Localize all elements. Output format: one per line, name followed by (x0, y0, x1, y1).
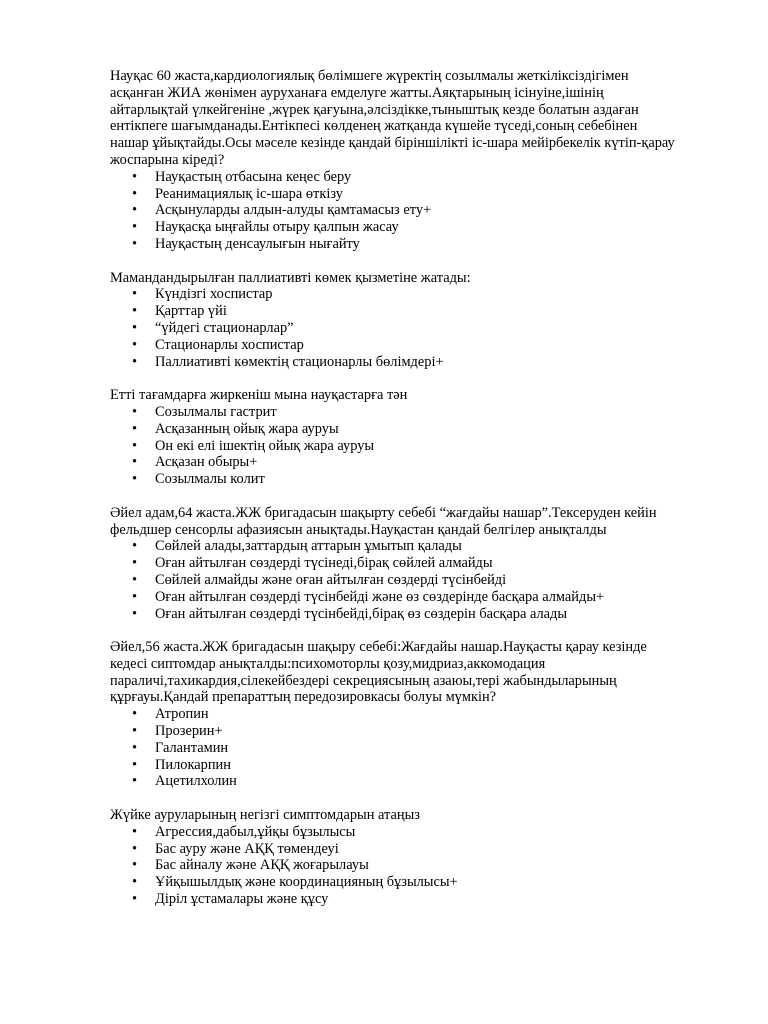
answer-option (110, 286, 710, 303)
bullet-icon: • (132, 773, 138, 790)
question-text: Мамандандырылған паллиативті көмек қызметіне жатады: (110, 269, 471, 286)
answer-option (110, 757, 710, 774)
bullet-icon: • (132, 185, 138, 202)
question-text: Етті тағамдарға жиркеніш мына науқастарға тән (110, 387, 408, 404)
answer-option (110, 354, 710, 371)
answer-list (110, 286, 710, 370)
answer-text: Галантамин (155, 739, 229, 756)
answer-text: Агрессия,дабыл,ұйқы бұзылысы (155, 823, 356, 840)
bullet-icon: • (132, 202, 138, 219)
question-text: Науқас 60 жаста,кардиологиялық бөлімшеге жүректің созылмалы жеткіліксіздігімен асқанған ЖИА жөнімен ауруханаға емделуге жатты.Аяқтарының ісінуіне,ішінің айтарлықтай үлкейгеніне ,жүрек қағуына,әлсіздікке,тыныштық кезде болатын аздаған ентікпеге шағымданады.Ентікпесі көлденең жатқанда күшейе түседі,соның себебінен нашар ұйықтайды.Осы мәселе кезінде қандай біріншілікті іс-шара мейірбекелік күтіп-қарау жоспарына кіреді? (110, 68, 675, 168)
bullet-icon: • (132, 706, 138, 723)
answer-text: Қарттар үйі (155, 303, 227, 320)
answer-text: Күндізгі хоспистар (155, 286, 273, 303)
bullet-icon: • (132, 353, 138, 370)
answer-option (110, 773, 710, 790)
answer-option (110, 454, 710, 471)
answer-text: Асқазан обыры+ (155, 454, 258, 471)
bullet-icon: • (132, 605, 138, 622)
bullet-icon: • (132, 874, 138, 891)
answer-option (110, 471, 710, 488)
bullet-icon: • (132, 420, 138, 437)
bullet-icon: • (132, 303, 138, 320)
answer-option (110, 320, 710, 337)
answer-option (110, 572, 710, 589)
question-1 (110, 68, 710, 253)
bullet-icon: • (132, 840, 138, 857)
answer-option (110, 857, 710, 874)
answer-text: Созылмалы гастрит (155, 403, 277, 420)
answer-text: Сөйлей алмайды және оған айтылған сөздерді түсінбейді (155, 571, 507, 588)
answer-text: Оған айтылған сөздерді түсінбейді және өз сөздерінде басқара алмайды+ (155, 588, 605, 605)
answer-text: Паллиативті көмектің стационарлы бөлімдері+ (155, 353, 444, 370)
bullet-icon: • (132, 319, 138, 336)
question-text: Әйел,56 жаста.ЖЖ бригадасын шақыру себебі:Жағдайы нашар.Науқасты қарау кезінде кедесі сиптомдар анықталды:психомоторлы қозу,мидриаз,аккомодация параличі,тахикардия,сілекейбездері секрециясының азаюы,тері жабындыларының құрғауы.Қандай препараттың передозировкасы болуы мүмкін? (110, 639, 647, 706)
answer-option (110, 337, 710, 354)
answer-option (110, 421, 710, 438)
answer-option (110, 824, 710, 841)
answer-option (110, 404, 710, 421)
bullet-icon: • (132, 538, 138, 555)
question-4 (110, 505, 710, 623)
answer-text: Стационарлы хоспистар (155, 336, 304, 353)
answer-option (110, 169, 710, 186)
answer-text: Асқазанның ойық жара ауруы (155, 420, 339, 437)
answer-text: Науқастың денсаулығын нығайту (155, 235, 360, 252)
answer-text: Он екі елі ішектің ойық жара ауруы (155, 437, 375, 454)
bullet-icon: • (132, 723, 138, 740)
question-2 (110, 270, 710, 371)
bullet-icon: • (132, 471, 138, 488)
answer-text: Асқынуларды алдын-алуды қамтамасыз ету+ (155, 202, 432, 219)
bullet-icon: • (132, 219, 138, 236)
answer-text: Оған айтылған сөздерді түсінбейді,бірақ өз сөздерін басқара алады (155, 605, 568, 622)
answer-option (110, 723, 710, 740)
answer-option (110, 706, 710, 723)
answer-option (110, 589, 710, 606)
answer-text: Реанимациялық іс-шара өткізу (155, 185, 343, 202)
answer-list (110, 169, 710, 253)
bullet-icon: • (132, 571, 138, 588)
question-3 (110, 387, 710, 488)
answer-option (110, 606, 710, 623)
answer-option (110, 841, 710, 858)
bullet-icon: • (132, 286, 138, 303)
question-text: Жүйке ауруларының негізгі симптомдарын атаңыз (110, 807, 420, 824)
bullet-icon: • (132, 588, 138, 605)
answer-option (110, 874, 710, 891)
answer-option (110, 219, 710, 236)
bullet-icon: • (132, 823, 138, 840)
bullet-icon: • (132, 756, 138, 773)
answer-list (110, 404, 710, 488)
answer-text: Прозерин+ (155, 723, 223, 740)
answer-text: Атропин (155, 706, 209, 723)
answer-option (110, 202, 710, 219)
answer-list (110, 706, 710, 790)
bullet-icon: • (132, 437, 138, 454)
answer-option (110, 438, 710, 455)
answer-text: Ацетилхолин (155, 773, 237, 790)
bullet-icon: • (132, 403, 138, 420)
bullet-icon: • (132, 555, 138, 572)
bullet-icon: • (132, 168, 138, 185)
answer-option (110, 186, 710, 203)
answer-option (110, 538, 710, 555)
document-page (110, 68, 710, 925)
answer-text: Бас ауру және АҚҚ төмендеуі (155, 840, 339, 857)
question-text: Әйел адам,64 жаста.ЖЖ бригадасын шақырту себебі “жағдайы нашар”.Тексеруден кейін фельдшер сенсорлы афазиясын анықтады.Науқастан қандай белгілер анықталды (110, 504, 657, 538)
answer-option (110, 891, 710, 908)
answer-list (110, 824, 710, 908)
answer-text: Созылмалы колит (155, 471, 265, 488)
answer-text: Науқастың отбасына кеңес беру (155, 168, 352, 185)
answer-option (110, 740, 710, 757)
answer-text: Пилокарпин (155, 756, 231, 773)
bullet-icon: • (132, 454, 138, 471)
answer-list (110, 538, 710, 622)
answer-text: Науқасқа ыңғайлы отыру қалпын жасау (155, 219, 399, 236)
answer-option (110, 555, 710, 572)
answer-text: Діріл ұстамалары және құсу (155, 891, 329, 908)
answer-text: Бас айналу және АҚҚ жоғарылауы (155, 857, 369, 874)
bullet-icon: • (132, 739, 138, 756)
answer-option (110, 236, 710, 253)
bullet-icon: • (132, 235, 138, 252)
bullet-icon: • (132, 336, 138, 353)
question-6 (110, 807, 710, 908)
question-5 (110, 639, 710, 790)
answer-option (110, 303, 710, 320)
answer-text: Оған айтылған сөздерді түсінеді,бірақ сөйлей алмайды (155, 555, 493, 572)
bullet-icon: • (132, 891, 138, 908)
answer-text: Ұйқышылдық және координацияның бұзылысы+ (155, 874, 458, 891)
bullet-icon: • (132, 857, 138, 874)
answer-text: Сөйлей алады,заттардың аттарын ұмытып қалады (155, 538, 462, 555)
answer-text: “үйдегі стационарлар” (155, 319, 294, 336)
